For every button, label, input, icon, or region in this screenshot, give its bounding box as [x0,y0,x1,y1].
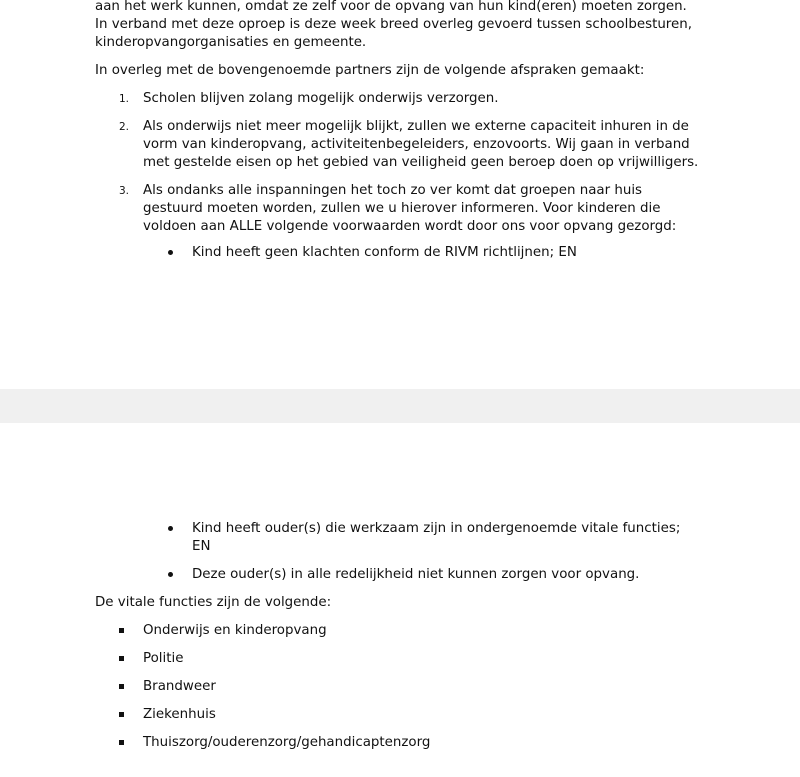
intro-line-2: In verband met deze oproep is deze week breed overleg gevoerd tussen schoolbesturen, [95,17,692,32]
page-separator [0,389,800,423]
item-1-number: 1. [119,93,130,105]
square-bullet-icon [119,684,124,689]
bullet-icon [168,526,173,531]
square-bullet-icon [119,656,124,661]
intro-line-3: kinderopvangorganisaties en gemeente. [95,35,367,50]
item-2-number: 2. [119,121,130,133]
vital-function-item: Politie [143,651,184,666]
square-bullet-icon [119,740,124,745]
item-3-line-2: gestuurd moeten worden, zullen we u hierover informeren. Voor kinderen die [143,201,661,216]
square-bullet-icon [119,712,124,717]
item-2-line-3: met gestelde eisen op het gebied van veiligheid geen beroep doen op vrijwilligers. [143,155,699,170]
vital-function-item: Thuiszorg/ouderenzorg/gehandicaptenzorg [143,735,431,750]
agreements-intro: In overleg met de bovengenoemde partners zijn de volgende afspraken gemaakt: [95,63,645,78]
vital-function-item: Brandweer [143,679,216,694]
vital-functions-intro: De vitale functies zijn de volgende: [95,595,332,610]
item-3-line-3: voldoen aan ALLE volgende voorwaarden wordt door ons voor opvang gezorgd: [143,219,677,234]
condition-2-line-1: Kind heeft ouder(s) die werkzaam zijn in ondergenoemde vitale functies; [192,521,681,536]
condition-1: Kind heeft geen klachten conform de RIVM richtlijnen; EN [192,245,577,260]
item-2-line-2: vorm van kinderopvang, activiteitenbegeleiders, enzovoorts. Wij gaan in verband [143,137,690,152]
square-bullet-icon [119,628,124,633]
item-3-number: 3. [119,185,130,197]
intro-line-1: aan het werk kunnen, omdat ze zelf voor de opvang van hun kind(eren) moeten zorgen. [95,0,687,14]
document-page-2 [0,423,800,777]
condition-2-line-2: EN [192,539,211,554]
vital-function-item: Onderwijs en kinderopvang [143,623,327,638]
item-1-line-1: Scholen blijven zolang mogelijk onderwijs verzorgen. [143,91,499,106]
vital-function-item: Ziekenhuis [143,707,216,722]
bullet-icon [168,250,173,255]
item-3-line-1: Als ondanks alle inspanningen het toch zo ver komt dat groepen naar huis [143,183,643,198]
bullet-icon [168,572,173,577]
item-2-line-1: Als onderwijs niet meer mogelijk blijkt, zullen we externe capaciteit inhuren in de [143,119,689,134]
condition-3: Deze ouder(s) in alle redelijkheid niet kunnen zorgen voor opvang. [192,567,640,582]
